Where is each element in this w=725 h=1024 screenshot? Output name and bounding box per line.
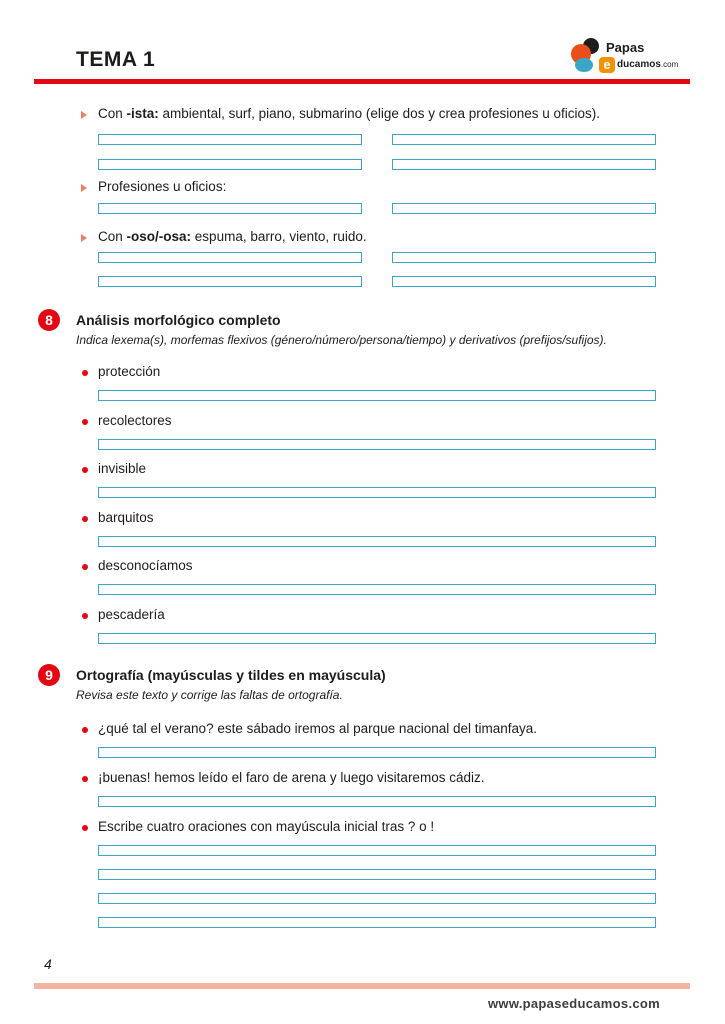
page-number: 4 (44, 956, 52, 972)
answer-line[interactable] (98, 869, 656, 880)
bullet-dot-icon (82, 825, 88, 831)
answer-line[interactable] (98, 134, 362, 145)
logo-com: .com (660, 60, 679, 69)
ista-item (98, 106, 600, 121)
answer-line[interactable] (98, 439, 656, 450)
answer-line[interactable] (392, 159, 656, 170)
ista-label: Con (98, 106, 127, 121)
bullet-dot-icon (82, 467, 88, 473)
answer-line[interactable] (98, 536, 656, 547)
ista-rest: ambiental, surf, piano, submarino (elige dos y crea profesiones u oficios). (158, 106, 601, 121)
answer-line[interactable] (98, 159, 362, 170)
header-divider (34, 79, 690, 84)
oso-label: Con (98, 229, 127, 244)
answer-line[interactable] (98, 796, 656, 807)
answer-line[interactable] (98, 747, 656, 758)
bullet-dot-icon (82, 727, 88, 733)
bullet-dot-icon (82, 776, 88, 782)
exercise-number-badge: 8 (38, 309, 60, 331)
sentence-item: ¿qué tal el verano? este sábado iremos al parque nacional del timanfaya. (98, 721, 538, 736)
bullet-dot-icon (82, 613, 88, 619)
word-item: protección (98, 364, 161, 379)
oso-rest: espuma, barro, viento, ruido. (191, 229, 367, 244)
answer-line[interactable] (98, 252, 362, 263)
answer-line[interactable] (98, 845, 656, 856)
logo-kid-icon (575, 58, 593, 72)
bullet-dot-icon (82, 516, 88, 522)
oso-item (98, 229, 367, 244)
exercise-instruction: Indica lexema(s), morfemas flexivos (género/número/persona/tiempo) y derivativos (prefijos/sufijos). (76, 333, 607, 347)
answer-line[interactable] (98, 390, 656, 401)
answer-line[interactable] (98, 276, 362, 287)
answer-line[interactable] (392, 252, 656, 263)
answer-line[interactable] (392, 203, 656, 214)
exercise-number-badge: 9 (38, 664, 60, 686)
exercise-title: Análisis morfológico completo (76, 312, 281, 328)
answer-line[interactable] (98, 893, 656, 904)
ista-suffix: -ista: (126, 106, 159, 121)
answer-line[interactable] (98, 487, 656, 498)
answer-line[interactable] (98, 917, 656, 928)
oso-suffix: -oso/-osa: (126, 229, 192, 244)
word-item: barquitos (98, 510, 154, 525)
answer-line[interactable] (98, 633, 656, 644)
word-item: invisible (98, 461, 147, 476)
answer-line[interactable] (98, 203, 362, 214)
profesiones-label: Profesiones u oficios: (98, 179, 227, 194)
answer-line[interactable] (98, 584, 656, 595)
bullet-arrow-icon (81, 234, 87, 242)
footer-url[interactable]: www.papaseducamos.com (488, 996, 660, 1011)
bullet-dot-icon (82, 419, 88, 425)
bullet-dot-icon (82, 564, 88, 570)
bullet-dot-icon (82, 370, 88, 376)
answer-line[interactable] (392, 134, 656, 145)
sentence-item: Escribe cuatro oraciones con mayúscula inicial tras ? o ! (98, 819, 435, 834)
word-item: pescadería (98, 607, 165, 622)
word-item: desconocíamos (98, 558, 193, 573)
logo-educamos-text (617, 59, 678, 70)
bullet-arrow-icon (81, 184, 87, 192)
logo-papas-text: Papas (606, 40, 645, 55)
answer-line[interactable] (392, 276, 656, 287)
logo-e-badge: e (599, 57, 615, 73)
footer-divider (34, 983, 690, 989)
exercise-instruction: Revisa este texto y corrige las faltas de ortografía. (76, 688, 343, 702)
bullet-arrow-icon (81, 111, 87, 119)
sentence-item: ¡buenas! hemos leído el faro de arena y luego visitaremos cádiz. (98, 770, 485, 785)
word-item: recolectores (98, 413, 172, 428)
page-title: TEMA 1 (76, 48, 156, 71)
logo-ducamos: ducamos (617, 59, 661, 70)
exercise-title: Ortografía (mayúsculas y tildes en mayúscula) (76, 667, 386, 683)
